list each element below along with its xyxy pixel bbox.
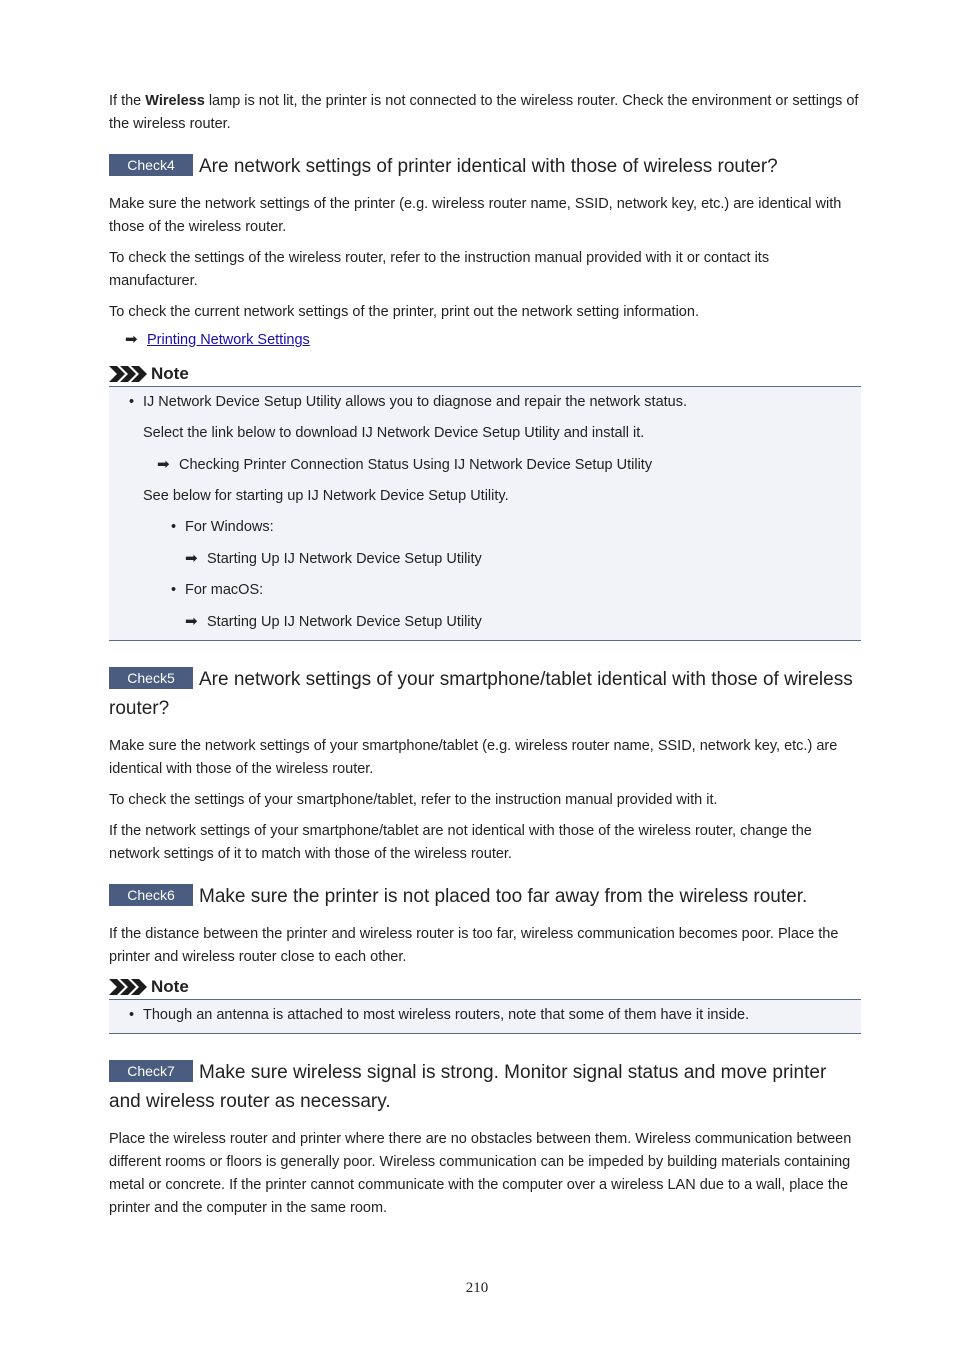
right-arrow-icon: ➡ — [157, 456, 170, 473]
check7-badge: Check7 — [109, 1060, 193, 1082]
right-arrow-icon: ➡ — [125, 331, 138, 348]
note1-connection-status-link[interactable]: ➡ Checking Printer Connection Status Using IJ Network Device Setup Utility — [109, 453, 861, 477]
note-heading: Note — [109, 362, 861, 386]
check6-paragraph-1: If the distance between the printer and wireless router is too far, wireless communication becomes poor. Place the printer and wireless router close to each other. — [109, 926, 839, 965]
note1-macos-item: • For macOS: — [171, 582, 264, 598]
note1-windows-item: • For Windows: — [171, 519, 274, 535]
check7-heading: Check7 Make sure wireless signal is strong. Monitor signal status and move printer and wireless router as necessary. — [109, 1062, 827, 1112]
check5-badge: Check5 — [109, 667, 193, 689]
printing-network-settings-link-row — [125, 328, 861, 352]
check5-paragraph-3: If the network settings of your smartphone/tablet are not identical with those of the wireless router, change the network settings of it to match with those of the wireless router. — [109, 823, 812, 862]
check5-paragraph-2: To check the settings of your smartphone/tablet, refer to the instruction manual provided with it. — [109, 792, 718, 808]
check4-paragraph-2: To check the settings of the wireless router, refer to the instruction manual provided with it or contact its manufacturer. — [109, 250, 770, 289]
note-box-2 — [109, 999, 861, 1034]
check7-paragraph-1: Place the wireless router and printer where there are no obstacles between them. Wireless communication between different rooms or floors is generally poor. Wireless communication can be impeded by building materials containing metal or concrete. If the printer cannot communicate with the computer over a wireless LAN due to a wall, place the printer and the computer in the same room. — [109, 1131, 852, 1216]
note1-item-1: • IJ Network Device Setup Utility allows you to diagnose and repair the network status. — [129, 394, 688, 410]
check6-badge: Check6 — [109, 884, 193, 906]
triple-chevron-icon — [109, 979, 147, 995]
right-arrow-icon: ➡ — [185, 613, 198, 630]
intro-paragraph: If the Wireless lamp is not lit, the printer is not connected to the wireless router. Check the environment or settings of the wireless router. — [109, 93, 859, 132]
check5-paragraph-1: Make sure the network settings of your smartphone/tablet (e.g. wireless router name, SSID, network key, etc.) are identical with those of the wireless router. — [109, 738, 838, 777]
check4-badge: Check4 — [109, 154, 193, 176]
note1-windows-link[interactable]: ➡ Starting Up IJ Network Device Setup Utility — [109, 547, 861, 571]
check4-paragraph-3: To check the current network settings of the printer, print out the network setting information. — [109, 304, 699, 320]
printing-network-settings-link[interactable]: Printing Network Settings — [147, 332, 310, 348]
note1-startup-text: See below for starting up IJ Network Device Setup Utility. — [143, 488, 509, 504]
note2-item-1: • Though an antenna is attached to most wireless routers, note that some of them have it inside. — [129, 1007, 750, 1023]
right-arrow-icon: ➡ — [185, 550, 198, 567]
check4-paragraph-1: Make sure the network settings of the printer (e.g. wireless router name, SSID, network key, etc.) are identical with those of the wireless router. — [109, 196, 842, 235]
check4-heading: Check4 Are network settings of printer identical with those of wireless router? — [109, 152, 861, 181]
page-number: 210 — [465, 1280, 489, 1296]
note1-macos-link[interactable]: ➡ Starting Up IJ Network Device Setup Utility — [109, 610, 861, 634]
triple-chevron-icon — [109, 366, 147, 382]
page-content — [109, 90, 861, 1220]
check5-heading: Check5 Are network settings of your smartphone/tablet identical with those of wireless router? — [109, 669, 853, 719]
note-box-1 — [109, 386, 861, 641]
note1-download-text: Select the link below to download IJ Network Device Setup Utility and install it. — [143, 425, 645, 441]
wireless-lamp-label: Wireless — [145, 93, 205, 109]
note-heading: Note — [109, 975, 861, 999]
check6-heading: Check6 Make sure the printer is not placed too far away from the wireless router. — [109, 882, 861, 911]
